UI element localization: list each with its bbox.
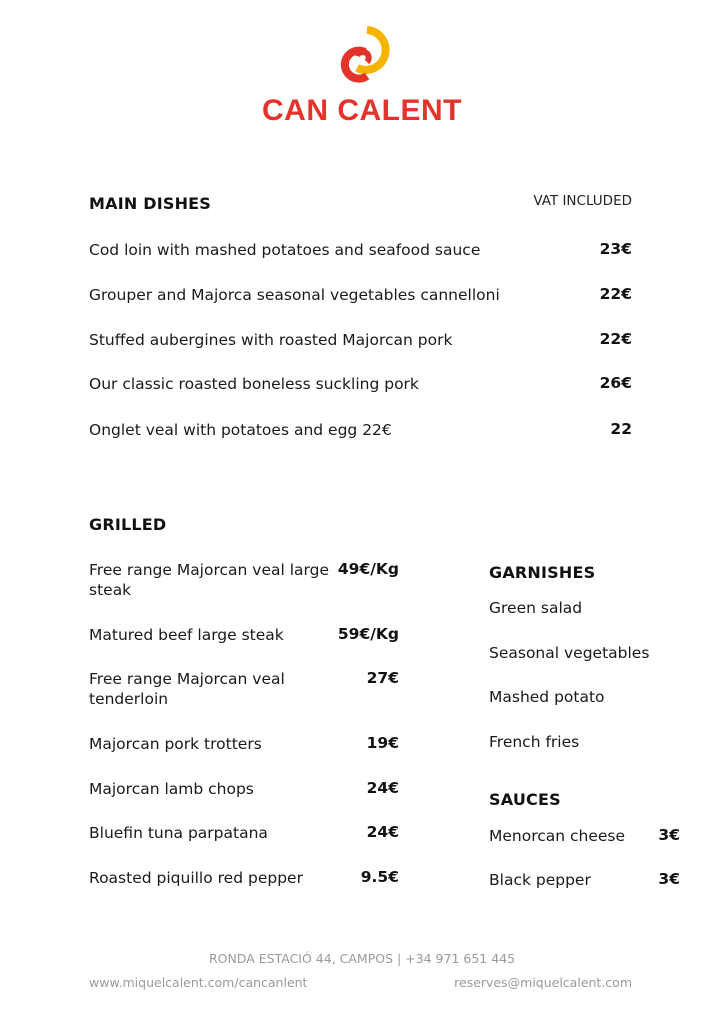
garnish-item: Mashed potato bbox=[489, 688, 605, 706]
interlocked-c-logo-icon bbox=[327, 22, 397, 88]
sauce-item-price: 3€ bbox=[658, 826, 680, 844]
sauce-item-name: Black pepper bbox=[489, 871, 591, 889]
footer-email-link[interactable]: reserves@miquelcalent.com bbox=[454, 975, 632, 990]
grilled-item-name: Matured beef large steak bbox=[89, 626, 284, 644]
garnish-item: Green salad bbox=[489, 599, 583, 617]
garnishes-heading: GARNISHES bbox=[489, 563, 596, 582]
main-dish-name: Grouper and Majorca seasonal vegetables cannelloni bbox=[89, 286, 500, 304]
grilled-item-price: 24€ bbox=[366, 823, 399, 841]
grilled-item-name: Bluefin tuna parpatana bbox=[89, 824, 268, 842]
main-dish-price: 23€ bbox=[599, 240, 632, 258]
main-dish-name: Onglet veal with potatoes and egg 22€ bbox=[89, 421, 392, 439]
grilled-item-price: 49€/Kg bbox=[337, 560, 399, 578]
logo bbox=[0, 22, 724, 128]
grilled-item-name: Majorcan pork trotters bbox=[89, 735, 262, 753]
main-dish-price: 26€ bbox=[599, 374, 632, 392]
brand-name: CAN CALENT bbox=[262, 94, 462, 127]
grilled-item-price: 24€ bbox=[366, 779, 399, 797]
main-dishes-heading: MAIN DISHES bbox=[89, 194, 212, 213]
grilled-item-name: Free range Majorcan veal large steak bbox=[89, 561, 330, 599]
sauces-heading: SAUCES bbox=[489, 790, 561, 809]
grilled-item-price: 19€ bbox=[366, 734, 399, 752]
main-dish-price: 22€ bbox=[599, 330, 632, 348]
grilled-item-price: 27€ bbox=[366, 669, 399, 687]
grilled-heading: GRILLED bbox=[89, 515, 167, 534]
garnish-item: Seasonal vegetables bbox=[489, 644, 650, 662]
grilled-item-name: Majorcan lamb chops bbox=[89, 780, 254, 798]
footer-website-link[interactable]: www.miquelcalent.com/cancanlent bbox=[89, 975, 308, 990]
garnish-item: French fries bbox=[489, 733, 580, 751]
grilled-item-name: Free range Majorcan veal tenderloin bbox=[89, 670, 285, 708]
footer-address: RONDA ESTACIÓ 44, CAMPOS | +34 971 651 445 bbox=[208, 951, 516, 966]
grilled-item-price: 9.5€ bbox=[360, 868, 399, 886]
vat-note: VAT INCLUDED bbox=[533, 193, 632, 209]
main-dish-price: 22 bbox=[610, 420, 632, 438]
grilled-item-price: 59€/Kg bbox=[337, 625, 399, 643]
sauce-item-price: 3€ bbox=[658, 870, 680, 888]
main-dish-name: Our classic roasted boneless suckling pork bbox=[89, 375, 419, 393]
main-dish-price: 22€ bbox=[599, 285, 632, 303]
main-dish-name: Stuffed aubergines with roasted Majorcan pork bbox=[89, 331, 453, 349]
grilled-item-name: Roasted piquillo red pepper bbox=[89, 869, 303, 887]
main-dish-name: Cod loin with mashed potatoes and seafood sauce bbox=[89, 241, 481, 259]
sauce-item-name: Menorcan cheese bbox=[489, 827, 626, 845]
